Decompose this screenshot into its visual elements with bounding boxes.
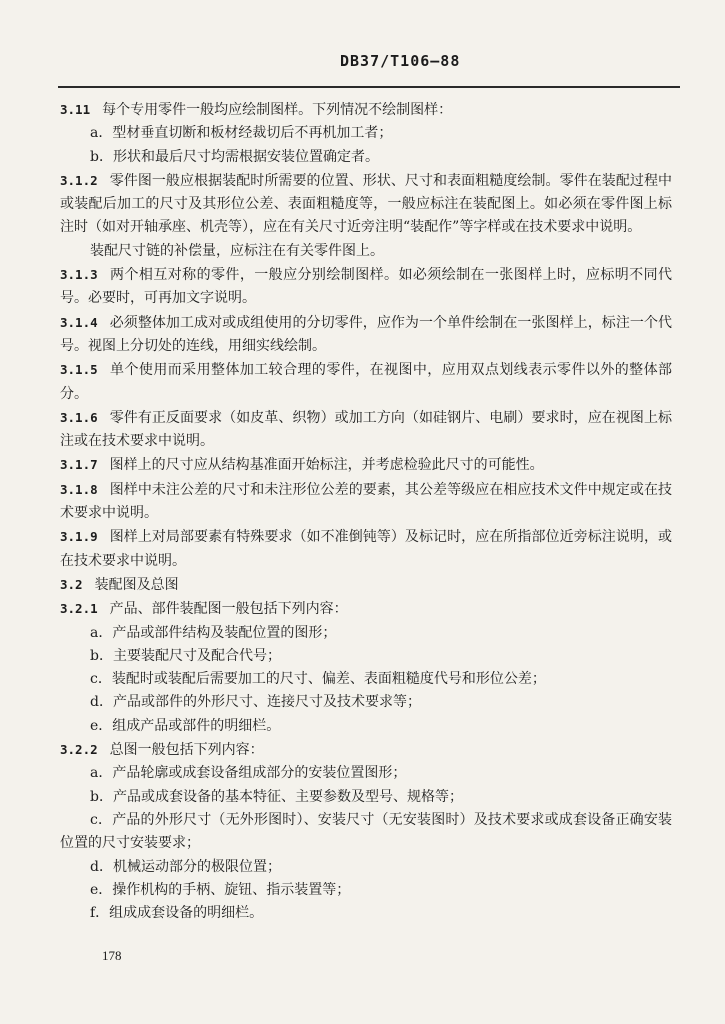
list-item-wrapped — [60, 809, 672, 856]
section-title: 装配图及总图 — [94, 576, 179, 593]
clause-text: 产品、部件装配图一般包括下列内容： — [109, 601, 348, 618]
clause-number: 3.2.2 — [60, 742, 98, 758]
paragraph-3-1-3 — [60, 263, 672, 311]
clause-number: 3.1.7 — [60, 457, 98, 473]
clause-number: 3.1.6 — [60, 409, 98, 425]
clause-number: 3.1.9 — [60, 529, 98, 545]
clause-text: 总图一般包括下列内容： — [109, 742, 264, 759]
paragraph-3-1-7 — [60, 453, 672, 477]
clause-number: 3.1.3 — [60, 267, 98, 283]
clause-text: 图样上的尺寸应从结构基准面开始标注，并考虑检验此尺寸的可能性。 — [109, 457, 544, 474]
list-item — [60, 122, 672, 145]
section-heading-3-2 — [60, 573, 672, 597]
item-text: b．主要装配尺寸及配合代号； — [90, 647, 281, 664]
item-text: c．产品的外形尺寸（无外形图时）、安装尺寸（无安装图时）及技术要求或成套设备正确安装位置的尺寸安装要求； — [60, 811, 672, 852]
list-item — [60, 762, 672, 785]
clause-number: 3.2.1 — [60, 601, 98, 617]
paragraph-3-2-2 — [60, 738, 672, 762]
clause-number: 3.1.8 — [60, 481, 98, 497]
list-item — [60, 786, 672, 809]
clause-text: 零件有正反面要求（如皮革、织物）或加工方向（如硅钢片、电刷）要求时，应在视图上标注或在技术要求中说明。 — [60, 409, 672, 450]
list-item — [60, 691, 672, 714]
clause-number: 3.1.5 — [60, 362, 98, 378]
clause-number: 3.1.4 — [60, 314, 98, 330]
clause-text: 图样上对局部要素有特殊要求（如不准倒钝等）及标记时，应在所指部位近旁标注说明，或在技术要求中说明。 — [60, 529, 672, 569]
document-body — [60, 98, 672, 925]
item-text: e．组成产品或部件的明细栏。 — [90, 717, 281, 734]
header-rule — [58, 86, 680, 88]
clause-text: 图样中未注公差的尺寸和未注形位公差的要素，其公差等级应在相应技术文件中规定或在技术要求中说明。 — [60, 481, 672, 522]
clause-text: 每个专用零件一般均应绘制图样。下列情况不绘制图样： — [102, 102, 453, 118]
paragraph-3-11 — [60, 98, 672, 122]
list-item — [60, 902, 672, 925]
item-text: c．装配时或装配后需要加工的尺寸、偏差、表面粗糙度代号和形位公差； — [90, 671, 546, 688]
item-text: d．机械运动部分的极限位置； — [90, 858, 281, 875]
item-text: a．产品或部件结构及装配位置的图形； — [90, 624, 337, 641]
clause-text: 装配尺寸链的补偿量，应标注在有关零件图上。 — [90, 242, 384, 259]
list-item — [60, 645, 672, 668]
paragraph-continuation — [60, 240, 672, 263]
item-text: d．产品或部件的外形尺寸、连接尺寸及技术要求等； — [90, 694, 421, 711]
clause-number: 3.2 — [60, 576, 83, 592]
list-item — [60, 715, 672, 738]
item-text: a．产品轮廓或成套设备组成部分的安装位置图形； — [90, 765, 407, 782]
document-code: DB37/T106—88 — [340, 52, 461, 70]
paragraph-3-1-8 — [60, 478, 672, 526]
item-text: b．形状和最后尺寸均需根据安装位置确定者。 — [90, 148, 379, 165]
item-text: b．产品或成套设备的基本特征、主要参数及型号、规格等； — [90, 788, 463, 805]
paragraph-3-1-9 — [60, 525, 672, 573]
item-text: a．型材垂直切断和板材经裁切后不再机加工者； — [90, 125, 393, 142]
paragraph-3-1-4 — [60, 311, 672, 359]
paragraph-3-2-1 — [60, 597, 672, 621]
clause-text: 两个相互对称的零件，一般应分别绘制图样。如必须绘制在一张图样上时，应标明不同代号。必要时，可再加文字说明。 — [60, 267, 672, 307]
clause-text: 必须整体加工成对或成组使用的分切零件，应作为一个单件绘制在一张图样上，标注一个代号。视图上分切处的连线，用细实线绘制。 — [60, 314, 672, 354]
list-item — [60, 146, 672, 169]
page-number: 178 — [102, 948, 122, 963]
clause-number: 3.11 — [60, 102, 91, 117]
clause-text: 零件图一般应根据装配时所需要的位置、形状、尺寸和表面粗糙度绘制。零件在装配过程中或装配后加工的尺寸及其形位公差、表面粗糙度等，一般应标注在装配图上。如必须在零件图上标注时（如对开轴承座、机壳等），应在有关尺寸近旁注明“装配作”等字样或在技术要求中说明。 — [60, 172, 672, 236]
item-text: e．操作机构的手柄、旋钮、指示装置等； — [90, 881, 351, 898]
paragraph-3-1-5 — [60, 358, 672, 406]
list-item — [60, 856, 672, 879]
clause-number: 3.1.2 — [60, 172, 98, 188]
paragraph-3-1-2 — [60, 169, 672, 240]
list-item — [60, 668, 672, 691]
paragraph-3-1-6 — [60, 406, 672, 454]
clause-text: 单个使用而采用整体加工较合理的零件，在视图中，应用双点划线表示零件以外的整体部分。 — [60, 362, 672, 402]
item-text: f．组成成套设备的明细栏。 — [90, 905, 264, 922]
list-item — [60, 879, 672, 902]
list-item — [60, 622, 672, 645]
